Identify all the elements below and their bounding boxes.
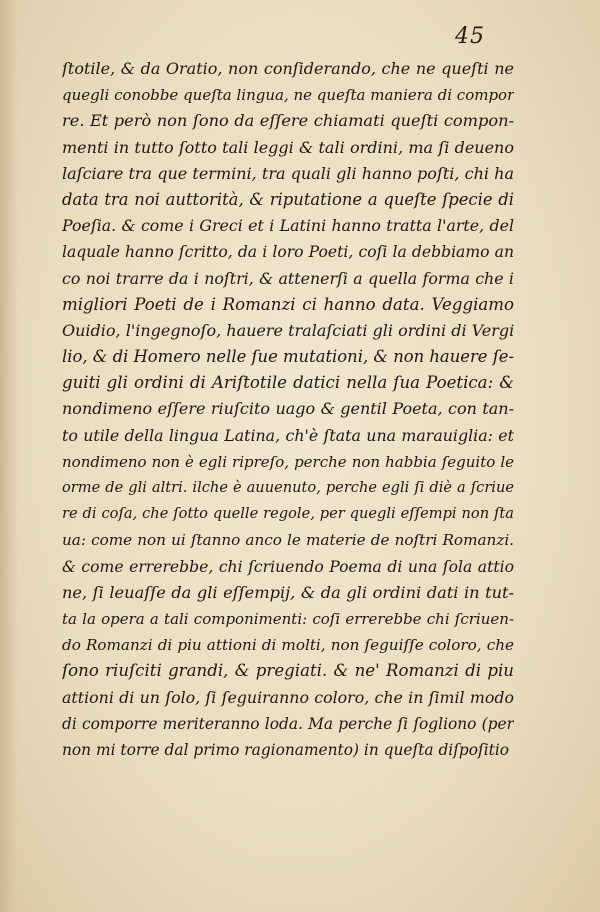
text-line: attioni di un ſolo, ſi ſeguiranno coloro, che in ſimil modo <box>62 687 514 707</box>
text-line: menti in tutto ſotto tali leggi & tali ordini, ma ſi deueno <box>62 137 514 157</box>
text-line: re di coſa, che ſotto quelle regole, per quegli eſſempi non ſta <box>62 505 514 523</box>
text-line: co noi trarre da i noſtri, & attenerſi a quella forma che i <box>62 268 514 288</box>
body-text <box>62 56 514 763</box>
text-line: & come errerebbe, chi ſcriuendo Poema di una ſola attio <box>62 557 514 576</box>
page-binding-shadow <box>0 0 18 912</box>
text-line: laquale hanno ſcritto, da i loro Poeti, coſi la debbiamo an <box>62 243 514 262</box>
text-line: data tra noi auttorità, & riputatione a queſte ſpecie di <box>62 189 514 209</box>
text-line: ne, ſi leuaſſe da gli eſſempij, & da gli ordini dati in tut- <box>62 582 514 602</box>
text-line: ua: come non ui ſtanno anco le materie de noſtri Romanzi. <box>62 531 514 550</box>
page-number: 45 <box>455 24 485 49</box>
text-line: guiti gli ordini di Ariſtotile datici nella ſua Poetica: & <box>62 373 514 393</box>
text-line: re. Et però non ſono da eſſere chiamati queſti compon- <box>62 111 514 131</box>
text-line: ta la opera a tali componimenti: coſi errerebbe chi ſcriuen- <box>62 609 514 628</box>
text-line: Ouidio, l'ingegnoſo, hauere tralaſciati gli ordini di Vergi <box>62 320 514 340</box>
text-line: ſtotile, & da Oratio, non conſiderando, che ne queſti ne <box>62 59 514 78</box>
text-line: nondimeno non è egli ripreſo, perche non habbia ſeguito le <box>62 452 514 471</box>
text-line: orme de gli altri. ilche è auuenuto, perche egli ſi diè a ſcriue <box>62 479 514 496</box>
text-line: do Romanzi di piu attioni di molti, non ſeguiſſe coloro, che <box>62 636 514 655</box>
text-line: Poeſia. & come i Greci et i Latini hanno tratta l'arte, del <box>62 216 514 236</box>
text-line: non mi torre dal primo ragionamento) in queſta diſpoſitio <box>62 740 510 759</box>
text-line: laſciare tra que termini, tra quali gli hanno poſti, chi ha <box>62 163 514 183</box>
text-line: ſono riuſciti grandi, & pregiati. & ne' Romanzi di piu <box>62 661 514 681</box>
text-line: quegli conobbe queſta lingua, ne queſta maniera di compor <box>62 86 514 105</box>
text-line: di comporre meriteranno loda. Ma perche ſi ſogliono (per <box>62 714 514 733</box>
text-line: lio, & di Homero nelle ſue mutationi, & non hauere ſe- <box>62 347 514 367</box>
text-line: to utile della lingua Latina, ch'è ſtata una marauiglia: et <box>62 425 514 445</box>
text-line: migliori Poeti de i Romanzi ci hanno data. Veggiamo <box>62 294 514 314</box>
text-line: nondimeno eſſere riuſcito uago & gentil Poeta, con tan- <box>62 399 514 419</box>
